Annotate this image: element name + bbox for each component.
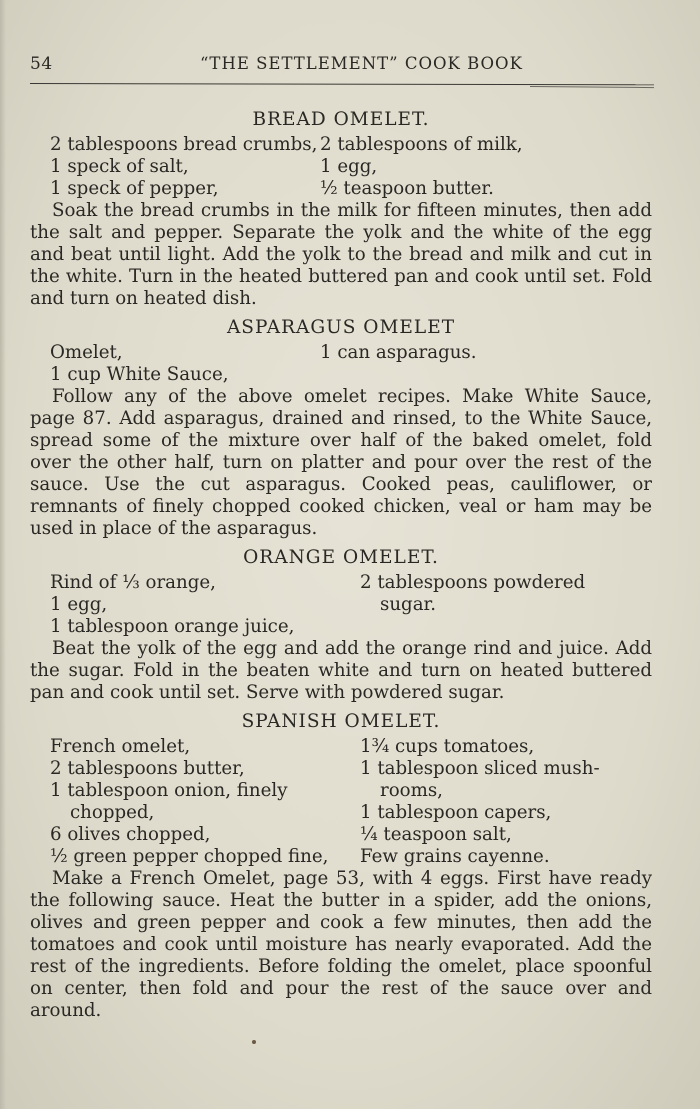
ingredient: 6 olives chopped, (50, 824, 211, 845)
ingredient: ½ green pepper chopped fine, (50, 846, 329, 867)
ingredient: 1 speck of salt, (50, 156, 189, 177)
ingredient-continuation: sugar. (380, 594, 437, 615)
recipe-directions: Make a French Omelet, page 53, with 4 eggs. First have ready the following sauce. Heat the butter in a spider, add the onions, olives and green pepper and cook a few minutes, then add the tomatoes and cook until moisture has nearly evaporated. Add the rest of the ingredients. Before folding the omelet, place spoonful on center, then fold and pour the rest of the sauce over and around. (30, 868, 652, 1021)
recipe-title: SPANISH OMELET. (241, 711, 441, 732)
recipe-asparagus-omelet (30, 316, 652, 540)
recipe-orange-omelet (30, 546, 652, 704)
ingredient: Rind of ⅓ orange, (50, 572, 216, 593)
recipe-title: ORANGE OMELET. (243, 547, 439, 568)
ingredient: ¼ teaspoon salt, (360, 824, 512, 845)
ingredient: Few grains cayenne. (360, 846, 550, 867)
ingredient: 1¾ cups tomatoes, (360, 736, 535, 757)
ingredient: 1 tablespoon sliced mush- (360, 758, 600, 779)
ingredient: 1 tablespoon capers, (360, 802, 552, 823)
ingredient-list (30, 572, 652, 638)
header-rule (30, 83, 654, 85)
page-number: 54 (30, 54, 53, 74)
ingredient: 1 can asparagus. (320, 342, 477, 363)
page-body (30, 108, 652, 1028)
ingredient-list (30, 134, 652, 200)
ingredient-list (30, 736, 652, 868)
ink-speck (252, 1040, 256, 1044)
ingredient: 2 tablespoons powdered (360, 572, 586, 593)
recipe-bread-omelet (30, 108, 652, 310)
ingredient: Omelet, (50, 342, 123, 363)
ingredient: 1 egg, (50, 594, 108, 615)
recipe-title: ASPARAGUS OMELET (226, 317, 456, 338)
ingredient: 1 tablespoon onion, finely (50, 780, 288, 801)
ingredient: 2 tablespoons butter, (50, 758, 245, 779)
ingredient: 1 cup White Sauce, (50, 364, 229, 385)
header-rule-secondary (530, 86, 654, 88)
ingredient: 1 egg, (320, 156, 378, 177)
recipe-title: BREAD OMELET. (252, 109, 430, 130)
ingredient: ½ teaspoon butter. (320, 178, 494, 199)
ingredient-list (30, 342, 652, 386)
ingredient: 1 speck of pepper, (50, 178, 219, 199)
ingredient-continuation: chopped, (70, 802, 155, 823)
recipe-directions: Soak the bread crumbs in the milk for fifteen minutes, then add the salt and pepper. Separate the yolk and the white of the egg and beat until light. Add the yolk to the bread and milk and cut in the white. Turn in the heated buttered pan and cook until set. Fold and turn on heated dish. (30, 200, 652, 309)
ingredient-continuation: rooms, (380, 780, 443, 801)
recipe-directions: Follow any of the above omelet recipes. Make White Sauce, page 87. Add asparagus, drained and rinsed, to the White Sauce, spread some of the mixture over half of the baked omelet, fold over the other half, turn on platter and pour over the rest of the sauce. Use the cut asparagus. Cooked peas, cauliflower, or remnants of finely chopped cooked chicken, veal or ham may be used in place of the asparagus. (30, 386, 652, 539)
ingredient: 2 tablespoons bread crumbs, (50, 134, 318, 155)
page-header (30, 54, 654, 84)
ingredient: 2 tablespoons of milk, (320, 134, 523, 155)
ingredient: French omelet, (50, 736, 191, 757)
ingredient: 1 tablespoon orange juice, (50, 616, 295, 637)
recipe-spanish-omelet (30, 710, 652, 1022)
recipe-directions: Beat the yolk of the egg and add the orange rind and juice. Add the sugar. Fold in the beaten white and turn on heated buttered pan and cook until set. Serve with powdered sugar. (30, 638, 652, 703)
running-title: “THE SETTLEMENT” COOK BOOK (200, 54, 523, 73)
